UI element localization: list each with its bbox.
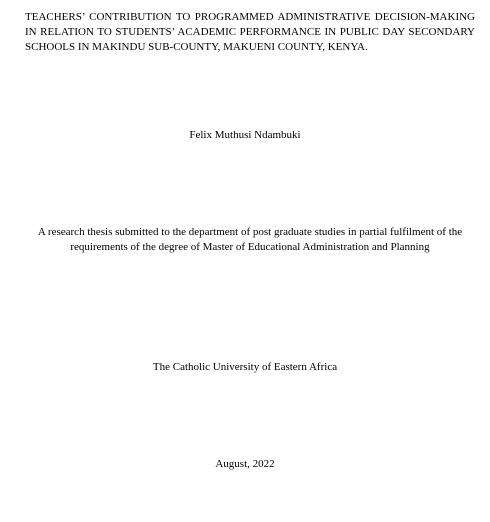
university-name: The Catholic University of Eastern Africa bbox=[152, 361, 338, 373]
author-name: Felix Muthusi Ndambuki bbox=[189, 129, 301, 141]
thesis-title: TEACHERS’ CONTRIBUTION TO PROGRAMMED ADMINISTRATIVE DECISION-MAKING IN RELATION TO STUDENTS’ ACADEMIC PERFORMANCE IN PUBLIC DAY SECONDARY SCHOOLS IN MAKINDU SUB-COUNTY, MAKUENI COUNTY, KENYA. bbox=[25, 11, 475, 53]
submission-statement: A research thesis submitted to the department of post graduate studies in partial fulfilment of the requirements of the degree of Master of Educational Administration and Planning bbox=[37, 226, 463, 253]
submission-date: August, 2022 bbox=[215, 458, 275, 470]
